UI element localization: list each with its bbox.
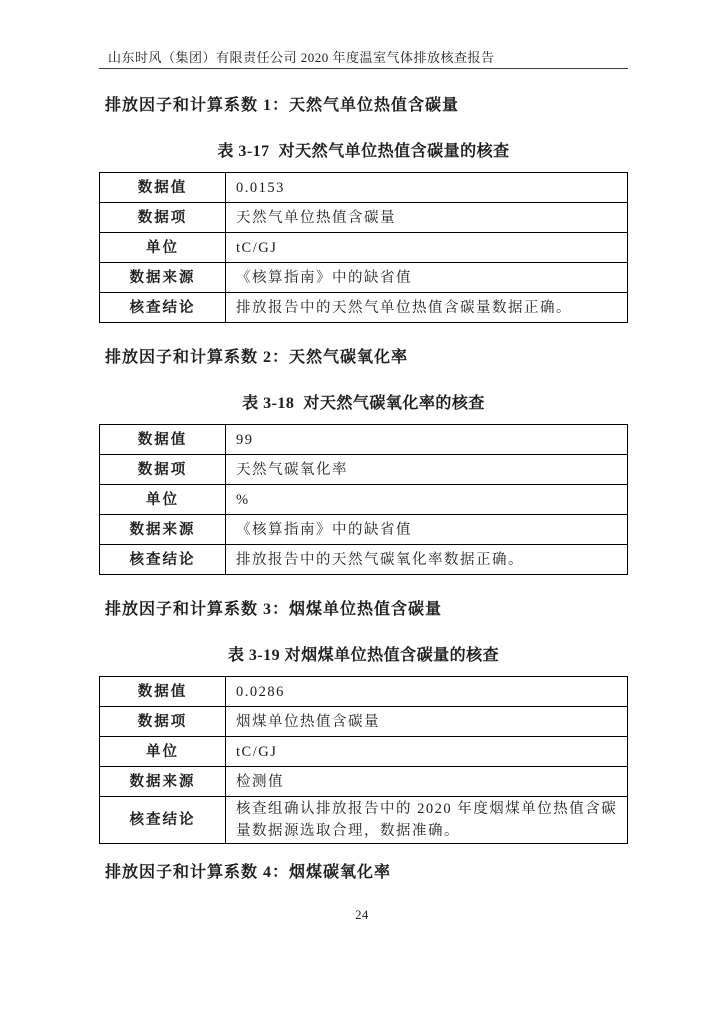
row-label: 单位 [100, 485, 226, 515]
row-value: 0.0286 [226, 677, 628, 707]
table-row [100, 455, 628, 485]
table-row [100, 233, 628, 263]
section-heading-2: 排放因子和计算系数 2：天然气碳氧化率 [105, 349, 409, 366]
table-row [100, 545, 628, 575]
section-heading-3: 排放因子和计算系数 3：烟煤单位热值含碳量 [105, 601, 443, 618]
row-label: 数据值 [100, 425, 226, 455]
report-header-title: 山东时风（集团）有限责任公司 2020 年度温室气体排放核查报告 [99, 48, 628, 69]
row-label: 单位 [100, 233, 226, 263]
table-row [100, 797, 628, 844]
row-value: 排放报告中的天然气单位热值含碳量数据正确。 [226, 293, 628, 323]
table-row [100, 677, 628, 707]
row-value: 天然气碳氧化率 [226, 455, 628, 485]
table-title-3-19: 表 3-19 对烟煤单位热值含碳量的核查 [227, 647, 500, 664]
verification-table-3-18 [99, 424, 628, 575]
row-value: 烟煤单位热值含碳量 [226, 707, 628, 737]
table-row [100, 203, 628, 233]
row-value: % [226, 485, 628, 515]
table-row [100, 263, 628, 293]
row-label: 核查结论 [100, 797, 226, 844]
row-label: 数据来源 [100, 263, 226, 293]
row-value: 0.0153 [226, 173, 628, 203]
row-label: 核查结论 [100, 293, 226, 323]
section-heading-1: 排放因子和计算系数 1：天然气单位热值含碳量 [105, 97, 460, 114]
row-value: 《核算指南》中的缺省值 [226, 263, 628, 293]
row-label: 核查结论 [100, 545, 226, 575]
row-value: tC/GJ [226, 737, 628, 767]
table-row [100, 485, 628, 515]
table-row [100, 425, 628, 455]
row-label: 数据来源 [100, 767, 226, 797]
table-row [100, 293, 628, 323]
row-label: 数据值 [100, 173, 226, 203]
row-value: 核查组确认排放报告中的 2020 年度烟煤单位热值含碳量数据源选取合理，数据准确。 [226, 797, 628, 844]
row-label: 数据项 [100, 203, 226, 233]
section-heading-4: 排放因子和计算系数 4：烟煤碳氧化率 [105, 864, 392, 881]
row-value: 天然气单位热值含碳量 [226, 203, 628, 233]
row-value: 排放报告中的天然气碳氧化率数据正确。 [226, 545, 628, 575]
verification-table-3-17 [99, 172, 628, 323]
table-row [100, 707, 628, 737]
table-title-3-17: 表 3-17 对天然气单位热值含碳量的核查 [217, 143, 510, 160]
row-label: 单位 [100, 737, 226, 767]
row-value: 《核算指南》中的缺省值 [226, 515, 628, 545]
table-title-3-18: 表 3-18 对天然气碳氧化率的核查 [242, 395, 485, 412]
page-number: 24 [355, 908, 369, 922]
table-row [100, 515, 628, 545]
table-row [100, 173, 628, 203]
row-label: 数据项 [100, 707, 226, 737]
row-label: 数据值 [100, 677, 226, 707]
row-value: 检测值 [226, 767, 628, 797]
row-label: 数据项 [100, 455, 226, 485]
row-label: 数据来源 [100, 515, 226, 545]
table-row [100, 737, 628, 767]
row-value: 99 [226, 425, 628, 455]
verification-table-3-19 [99, 676, 628, 844]
row-value: tC/GJ [226, 233, 628, 263]
table-row [100, 767, 628, 797]
